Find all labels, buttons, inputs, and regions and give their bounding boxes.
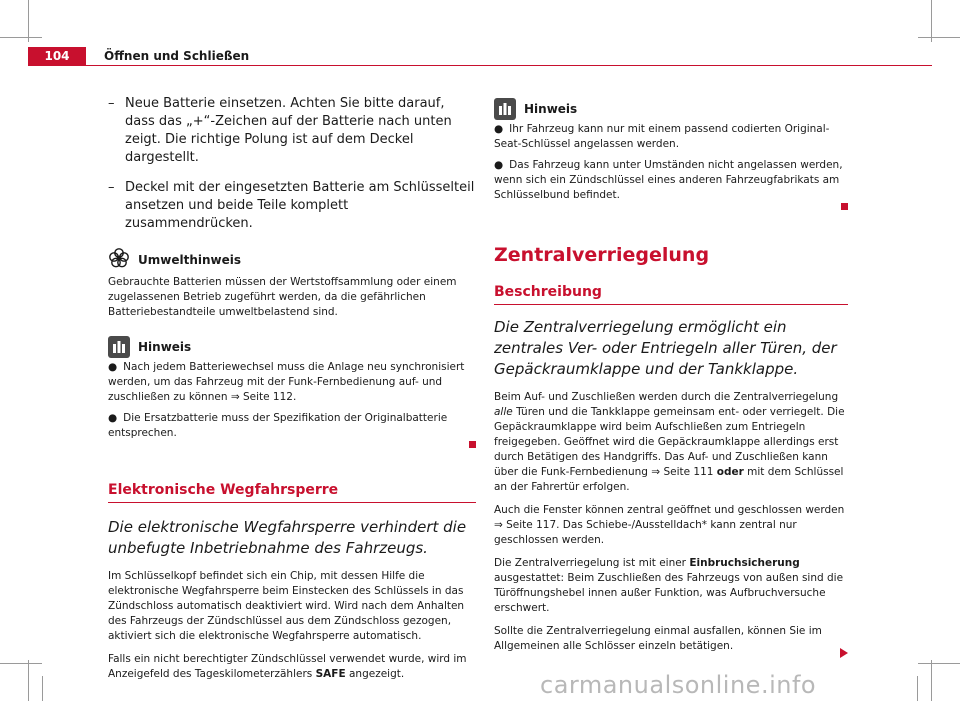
note-icon: [108, 336, 130, 358]
crop-mark: [918, 37, 960, 38]
continue-arrow-icon: [840, 648, 848, 658]
environment-heading: Umwelthinweis: [138, 253, 242, 267]
step-text: Deckel mit der eingesetzten Batterie am Schlüsselteil ansetzen und beide Teile komplett zusammendrücken.: [125, 180, 475, 231]
crop-mark: [28, 0, 29, 42]
paragraph: Die Zentralverriegelung ist mit einer Einbruchsicherung ausgestattet: Beim Zuschließen des Fahrzeugs von außen sind die Türöffnungshebel innen außer Funktion, was Aufbruchversuche erschwert.: [494, 557, 844, 614]
end-of-section-marker: [841, 203, 848, 210]
crop-mark: [42, 676, 43, 701]
paragraph: Auch die Fenster können zentral geöffnet und geschlossen werden ⇒ Seite 117. Das Schiebe-/Ausstelldach* kann zentral nur geschlossen werden.: [494, 504, 845, 546]
paragraph: Falls ein nicht berechtigter Zündschlüssel verwendet wurde, wird im Anzeigefeld des Tageskilometerzählers SAFE angezeigt.: [108, 653, 467, 680]
crop-mark: [931, 660, 932, 701]
crop-mark: [28, 660, 29, 701]
crop-mark: [0, 37, 42, 38]
end-of-section-marker: [469, 441, 476, 448]
note-heading-label: Hinweis: [138, 340, 192, 354]
environment-note-heading: [108, 247, 476, 273]
step-text: Neue Batterie einsetzen. Achten Sie bitte darauf, dass das „+“-Zeichen auf der Batterie nach unten zeigt. Die richtige Polung ist auf dem Deckel dargestellt.: [125, 96, 452, 165]
note-bullet: ● Ihr Fahrzeug kann nur mit einem passend codierten Original-Seat-Schlüssel angelassen werden.: [494, 123, 830, 150]
flower-icon: [108, 247, 130, 273]
section-title: Beschreibung: [494, 284, 848, 305]
right-column: [494, 98, 848, 661]
section-intro: Die elektronische Wegfahrsperre verhindert die unbefugte Inbetriebnahme des Fahrzeugs.: [108, 518, 467, 557]
note-icon: [494, 98, 516, 120]
watermark-text: carmanualsonline.info: [540, 671, 817, 699]
paragraph: Beim Auf- und Zuschließen werden durch die Zentralverriegelung alle Türen und die Tankklappe gemeinsam ent- oder verriegelt. Die Gepäckraumklappe wird beim Aufschließen zum Entriegeln freigegeben. Geöffnet wird die Gepäckraumklappe allerdings erst durch Betätigen des Handgriffs. Das Auf- und Zuschließen kann über die Funk-Fernbedienung ⇒ Seite 111 oder mit dem Schlüssel an der Fahrertür erfolgen.: [494, 391, 845, 493]
header-rule: [86, 65, 932, 66]
safe-display-text: SAFE: [315, 668, 346, 680]
note-bullet: ● Nach jedem Batteriewechsel muss die Anlage neu synchronisiert werden, um das Fahrzeug mit der Funk-Fernbedienung auf- und zuschließen zu können ⇒ Seite 112.: [108, 361, 465, 403]
note-bullet: ● Das Fahrzeug kann unter Umständen nicht angelassen werden, wenn sich ein Zündschlüssel eines anderen Fahrzeugfabrikats am Schlüsselbund befindet.: [494, 159, 843, 201]
section-intro: Die Zentralverriegelung ermöglicht ein zentrales Ver- oder Entriegeln aller Türen, der Gepäckraumklappe und der Tankklappe.: [494, 318, 837, 378]
left-column: [108, 95, 476, 690]
note-heading: [494, 98, 848, 120]
step-item: – Neue Batterie einsetzen. Achten Sie bitte darauf, dass das „+“-Zeichen auf der Batterie nach unten zeigt. Die richtige Polung ist auf dem Deckel dargestellt.: [108, 96, 452, 165]
chapter-title: Zentralverriegelung: [494, 244, 710, 266]
paragraph: Sollte die Zentralverriegelung einmal ausfallen, können Sie im Allgemeinen alle Schlösser einzeln betätigen.: [494, 625, 822, 652]
page-number: 104: [28, 47, 86, 66]
page-header-title: Öffnen und Schließen: [104, 49, 250, 63]
crop-mark: [0, 663, 42, 664]
note-heading: [108, 336, 476, 358]
step-item: – Deckel mit der eingesetzten Batterie am Schlüsselteil ansetzen und beide Teile komplett zusammendrücken.: [108, 180, 475, 231]
section-title: Elektronische Wegfahrsperre: [108, 482, 476, 503]
note-bullet: ● Die Ersatzbatterie muss der Spezifikation der Originalbatterie entsprechen.: [108, 412, 448, 439]
crop-mark: [918, 663, 960, 664]
environment-text: Gebrauchte Batterien müssen der Wertstoffsammlung oder einem zugelassenen Betrieb zugeführt werden, da die gefährlichen Batteriebestandteile umweltbelastend sind.: [108, 276, 457, 318]
crop-mark: [931, 0, 932, 42]
crop-mark: [917, 676, 918, 701]
note-heading-label: Hinweis: [524, 102, 578, 116]
paragraph: Im Schlüsselkopf befindet sich ein Chip, mit dessen Hilfe die elektronische Wegfahrsperre beim Einstecken des Schlüssels in das Zündschloss automatisch deaktiviert wird. Wird nach dem Anhalten des Fahrzeugs der Zündschlüssel aus dem Zündschloss gezogen, aktiviert sich die elektronische Wegfahrsperre automatisch.: [108, 570, 465, 642]
